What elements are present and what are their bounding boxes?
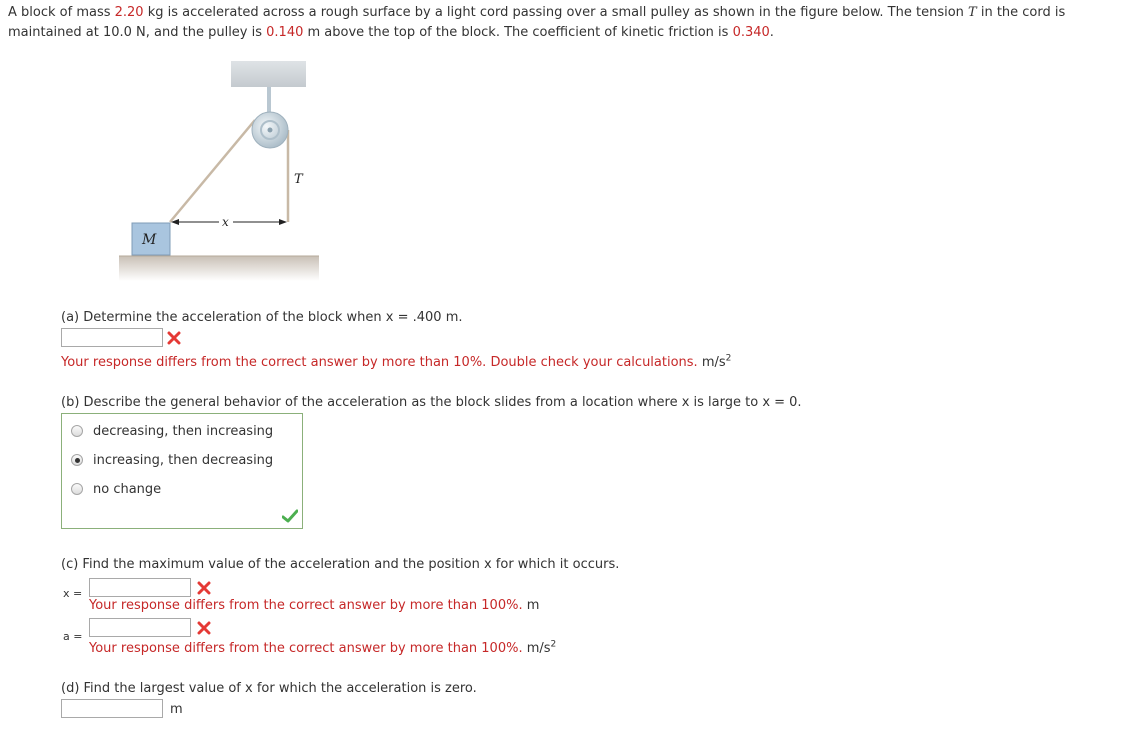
a-label: a = [63, 630, 83, 643]
incorrect-x-icon [197, 581, 211, 595]
friction-coefficient: 0.340 [732, 25, 770, 40]
part-a-feedback: Your response differs from the correct answer by more than 10%. Double check your calculations. $m/s^2$ [61, 353, 732, 370]
height-value: 0.140 [266, 25, 304, 40]
tension-label: T [294, 172, 303, 187]
problem-statement: A block of mass 2.20 kg is accelerated across a rough surface by a light cord passing over a small pulley as shown in the figure below. The tension T in the cord is maintained at 10.0 N, and the pulley is 0.140 m above the top of the block. The coefficient of kinetic friction is 0.340. [8, 5, 1066, 40]
incorrect-x-icon [167, 331, 181, 345]
part-a-input[interactable] [61, 328, 163, 347]
block-label: M [142, 232, 157, 248]
radio-button-selected[interactable] [71, 454, 83, 466]
cord-angled [170, 120, 255, 222]
x-label: x = [63, 587, 83, 600]
part-c-a-feedback: Your response differs from the correct answer by more than 100%. $m/s^2$ [89, 639, 557, 656]
ceiling [231, 61, 306, 87]
distance-label: x [222, 215, 229, 229]
radio-button[interactable] [71, 425, 83, 437]
part-a-question: (a) Determine the acceleration of the block when x = .400 m. [61, 310, 463, 325]
mass-value: 2.20 [114, 5, 144, 20]
part-d-input[interactable] [61, 699, 163, 718]
pulley-figure [115, 58, 325, 283]
option-decreasing-then-increasing[interactable]: decreasing, then increasing [71, 421, 273, 441]
part-d-question: (d) Find the largest value of x for which the acceleration is zero. [61, 681, 477, 696]
correct-check-icon [282, 509, 298, 523]
option-increasing-then-decreasing[interactable]: increasing, then decreasing [71, 450, 273, 470]
floor [119, 256, 319, 281]
radio-button[interactable] [71, 483, 83, 495]
part-c-x-feedback: Your response differs from the correct answer by more than 100%. m [89, 598, 540, 613]
option-no-change[interactable]: no change [71, 479, 161, 499]
part-c-x-input[interactable] [89, 578, 191, 597]
part-b-choices [61, 413, 303, 529]
incorrect-x-icon [197, 621, 211, 635]
part-d-unit: m [170, 702, 183, 717]
part-c-question: (c) Find the maximum value of the acceleration and the position x for which it occurs. [61, 557, 620, 572]
part-b-question: (b) Describe the general behavior of the acceleration as the block slides from a location where x is large to x = 0. [61, 395, 802, 410]
part-c-a-input[interactable] [89, 618, 191, 637]
